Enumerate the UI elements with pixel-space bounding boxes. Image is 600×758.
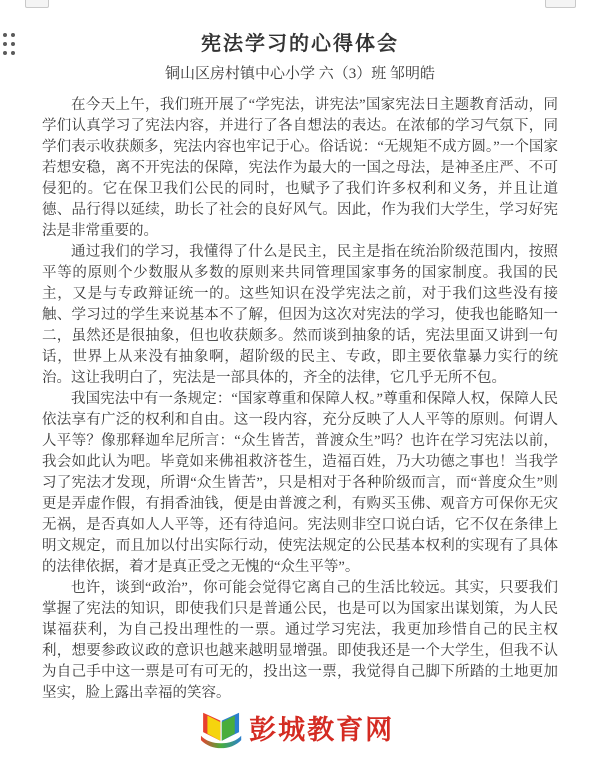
drag-handle-icon[interactable] [3, 33, 15, 55]
top-left-handle[interactable] [25, 0, 49, 8]
paragraph-1: 在今天上午，我们班开展了“学宪法，讲宪法”国家宪法日主题教育活动，同学们认真学习了宪法内容，并进行了各自想法的表达。在浓郁的学习气氛下，同学们表示收获颇多，宪法内容也牢记于心。俗话说：“无规矩不成方圆。”一个国家若想安稳，离不开宪法的保障，宪法作为最大的一国之母法，是神圣庄严、不可侵犯的。它在保卫我们公民的同时，也赋予了我们许多权利和义务，并且让道德、品行得以延续，助长了社会的良好风气。因此，作为我们大学生，学习好宪法是非常重要的。 [42, 97, 558, 239]
essay-body [42, 95, 558, 704]
paragraph-4: 也许，谈到“政治”，你可能会觉得它离自己的生活比较远。其实，只要我们掌握了宪法的知识，即使我们只是普通公民，也是可以为国家出谋划策，为人民谋福获利，为自己投出理性的一票。通过学习宪法，我更加珍惜自己的民主权利，想要参政议政的意识也越来越明显增强。即使我还是一个大学生，但我不认为自己手中这一票是可有可无的，投出这一票，我觉得自己脚下所踏的土地更加坚实，脸上露出幸福的笑容。 [42, 580, 558, 701]
paragraph-2: 通过我们的学习，我懂得了什么是民主，民主是指在统治阶级范围内，按照平等的原则个少数服从多数的原则来共同管理国家事务的国家制度。我国的民主，又是与专政辩证统一的。这些知识在没学宪法之前，对于我们这些没有接触、学习过的学生来说基本不了解，但因为这次对宪法的学习，使我也能略知一二，虽然还是很抽象，但也收获颇多。然而谈到抽象的话，宪法里面又讲到一句话，世界上从来没有抽象啊，超阶级的民主、专政，即主要依靠暴力实行的统治。这让我明白了，宪法是一部具体的，齐全的法律，它几乎无所不包。 [42, 244, 558, 386]
watermark-text: 彭城教育网 [249, 714, 395, 745]
watermark-logo [198, 708, 394, 752]
paragraph-3: 我国宪法中有一条规定：“国家尊重和保障人权。”尊重和保障人权，保障人民依法享有广泛的权利和自由。这一段内容，充分反映了人人平等的原则。何谓人人平等？像那释迦牟尼所言：“众生皆苦，普渡众生”吗？也许在学习宪法以前，我会如此认为吧。毕竟如来佛祖救济苍生，造福百姓，乃大功德之事也！当我学习了宪法才发现，所谓“众生皆苦”，只是相对于各种阶级而言，而“普度众生”则更是弄虚作假，有捐香油钱，便是由普渡之利，有购买玉佛、观音方可保你无灾无祸，是否真如人人平等，还有待追问。宪法则非空口说白话，它不仅在条律上明文规定，而且加以付出实际行动，使宪法规定的公民基本权利的实现有了具体的法律依据，着才是真正受之无愧的“众生平等”。 [42, 391, 558, 575]
top-right-handle[interactable] [545, 0, 576, 8]
open-book-icon [198, 708, 244, 752]
page-title: 宪法学习的心得体会 [201, 33, 399, 55]
byline: 铜山区房村镇中心小学 六（3）班 邹明皓 [164, 66, 435, 82]
